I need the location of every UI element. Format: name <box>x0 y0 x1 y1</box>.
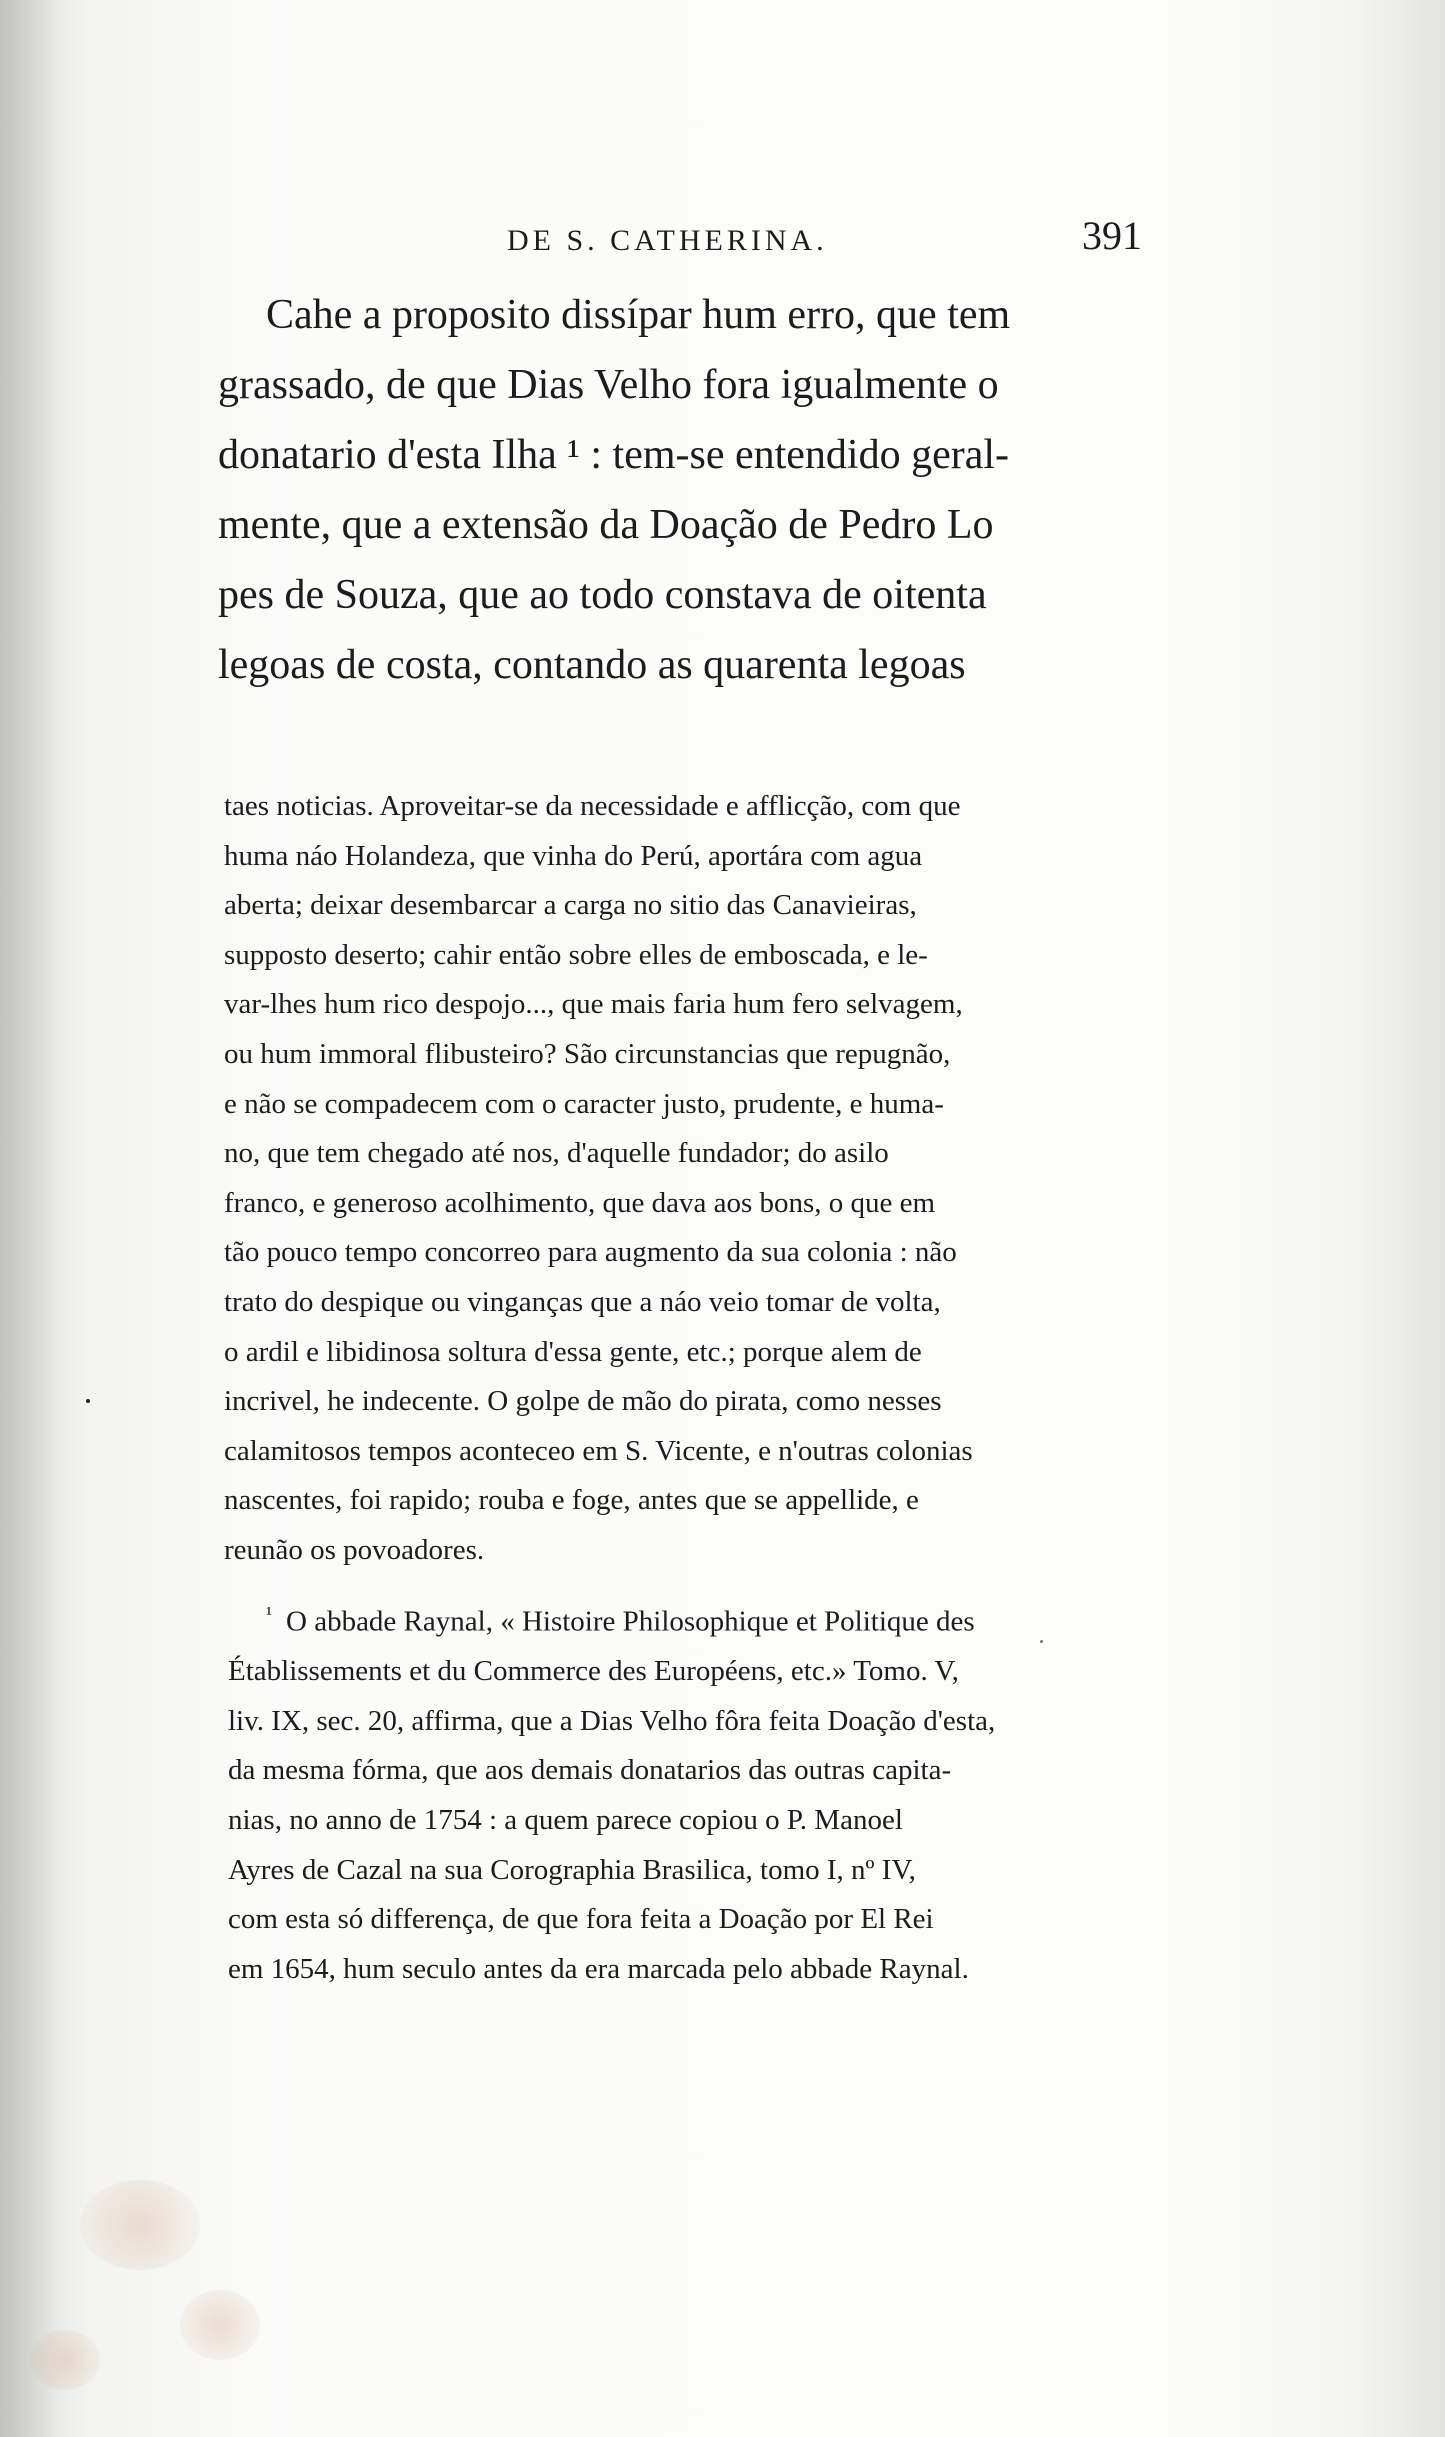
foxing-stain <box>80 2180 200 2270</box>
footnote-first-text: O abbade Raynal, « Histoire Philosophique et Politique des <box>286 1605 975 1638</box>
main-text-line: mente, que a extensão da Doação de Pedro Lo <box>218 502 994 548</box>
footnote-line: da mesma fórma, que aos demais donatarios das outras capita- <box>228 1754 952 1787</box>
spine-shadow <box>0 0 60 2437</box>
footnote-line: reunão os povoadores. <box>224 1533 485 1566</box>
footnote-line: incrivel, he indecente. O golpe de mão do pirata, como nesses <box>224 1385 942 1418</box>
footnote-line: var-lhes hum rico despojo..., que mais faria hum fero selvagem, <box>224 988 963 1021</box>
main-text-line: pes de Souza, que ao todo constava de oitenta <box>218 572 987 618</box>
foxing-stain <box>30 2330 100 2390</box>
footnote-line: com esta só differença, de que fora feita a Doação por El Rei <box>228 1903 934 1936</box>
footnote-line: franco, e generoso acolhimento, que dava aos bons, o que em <box>224 1186 936 1219</box>
footnote-line: tão pouco tempo concorreo para augmento da sua colonia : não <box>224 1236 957 1269</box>
footnote-line: aberta; deixar desembarcar a carga no sitio das Canavieiras, <box>224 889 917 922</box>
main-text-line: legoas de costa, contando as quarenta legoas <box>218 642 966 688</box>
footnote-line: liv. IX, sec. 20, affirma, que a Dias Velho fôra feita Doação d'esta, <box>228 1704 996 1737</box>
paper-speck <box>86 1399 90 1403</box>
footnote-marker: ¹ <box>266 1603 272 1625</box>
page-header <box>220 212 1150 272</box>
footnote-line: supposto deserto; cahir então sobre elles de emboscada, e le- <box>224 938 928 971</box>
footnote-line: nias, no anno de 1754 : a quem parece copiou o P. Manoel <box>228 1804 903 1837</box>
paper-speck <box>1040 1640 1043 1643</box>
footnote-continuation <box>224 782 1174 1576</box>
main-text-line: donatario d'esta Ilha ¹ : tem-se entendido geral- <box>218 432 1010 478</box>
footnote-line: nascentes, foi rapido; rouba e foge, antes que se appellide, e <box>224 1484 919 1517</box>
main-text-line: grassado, de que Dias Velho fora igualmente o <box>218 362 999 408</box>
footnote-line: huma náo Holandeza, que vinha do Perú, aportára com agua <box>224 839 923 872</box>
footnote-line: ou hum immoral flibusteiro? São circunstancias que repugnão, <box>224 1037 951 1070</box>
footnote-line: no, que tem chegado até nos, d'aquelle fundador; do asilo <box>224 1137 889 1170</box>
footnote-first-line <box>228 1590 1178 1647</box>
footnote-line: trato do despique ou vinganças que a náo veio tomar de volta, <box>224 1285 941 1318</box>
footnote-line: o ardil e libidinosa soltura d'essa gente, etc.; porque alem de <box>224 1335 922 1368</box>
footnote-line: taes noticias. Aproveitar-se da necessidade e afflicção, com que <box>224 790 961 822</box>
page-number: 391 <box>1082 213 1142 258</box>
footnote-1 <box>228 1590 1178 1994</box>
footnote-line: e não se compadecem com o caracter justo, prudente, e huma- <box>224 1087 944 1120</box>
running-head: DE S. CATHERINA. <box>507 224 828 257</box>
footnote-line: em 1654, hum seculo antes da era marcada pelo abbade Raynal. <box>228 1952 969 1985</box>
main-text <box>218 280 1168 700</box>
footnote-line: Établissements et du Commerce des Européens, etc.» Tomo. V, <box>228 1655 959 1688</box>
main-text-line: Cahe a proposito dissípar hum erro, que tem <box>266 292 1011 338</box>
footnote-line: calamitosos tempos aconteceo em S. Vicente, e n'outras colonias <box>224 1434 973 1467</box>
footnote-line: Ayres de Cazal na sua Corographia Brasilica, tomo I, nº IV, <box>228 1853 916 1886</box>
foxing-stain <box>180 2290 260 2360</box>
